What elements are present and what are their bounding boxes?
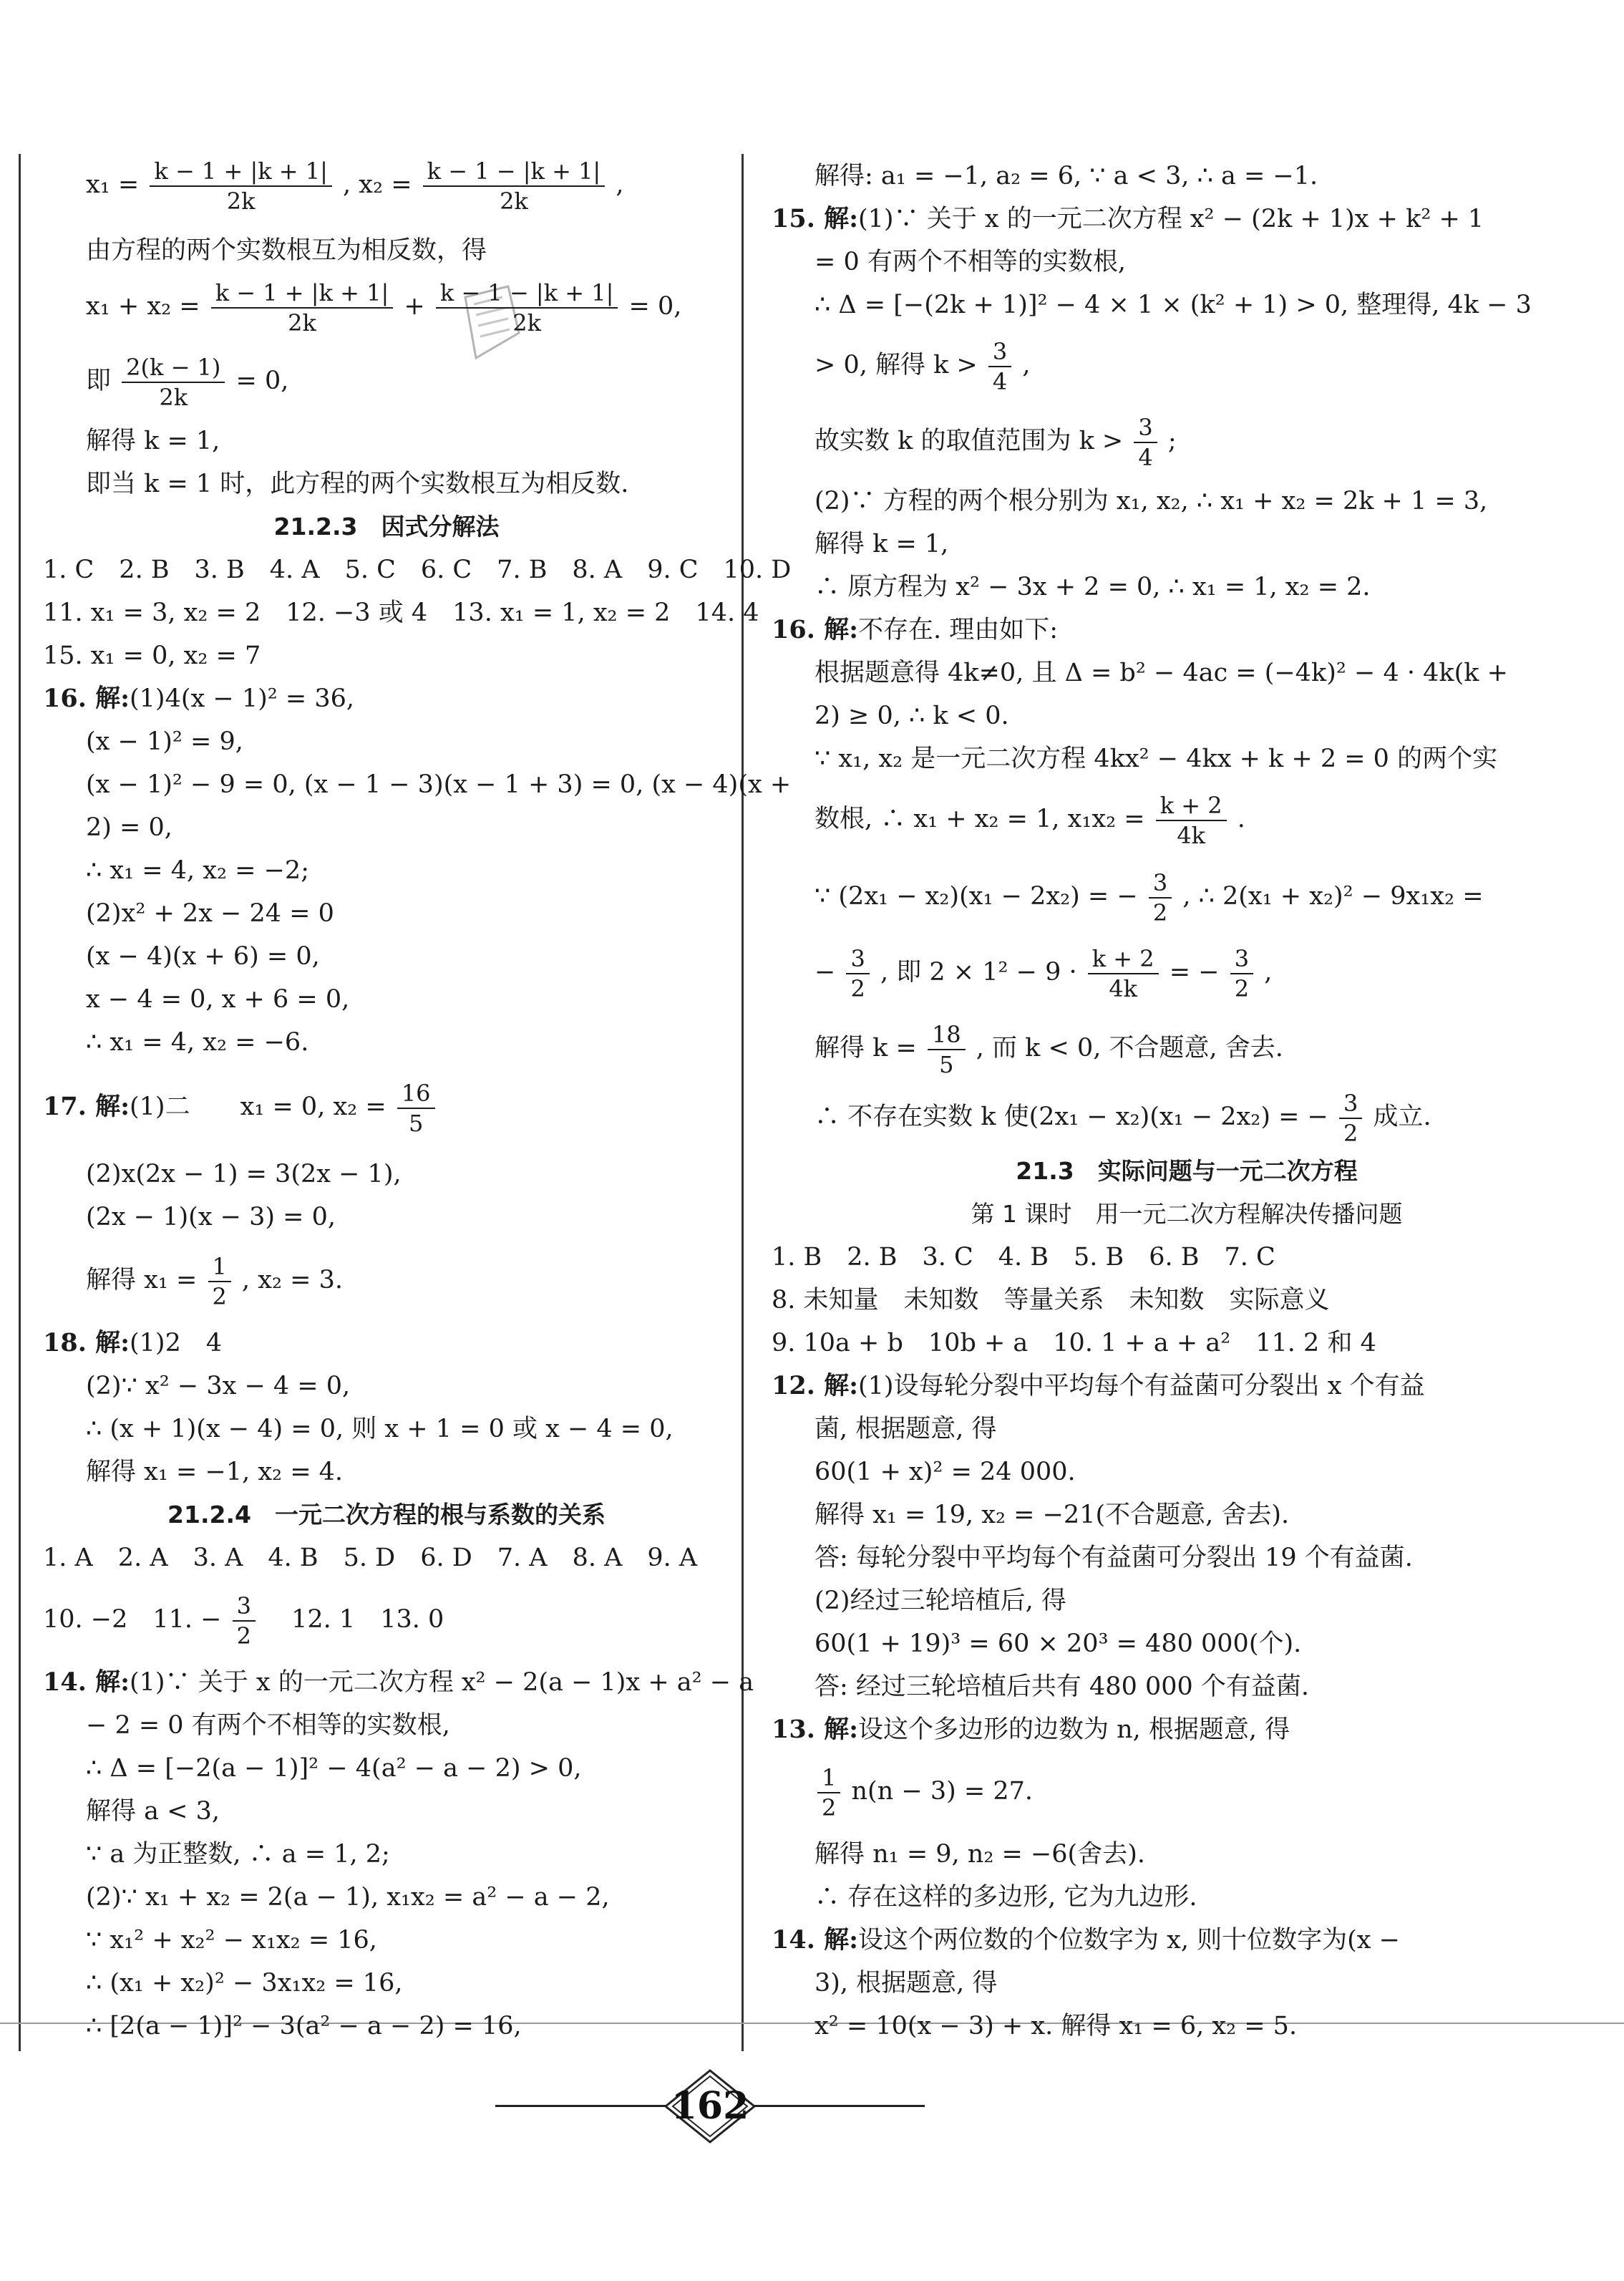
line: 2) ≥ 0, ∴ k < 0. [815,702,1009,730]
line: ∴ (x₁ + x₂)² − 3x₁x₂ = 16, [86,1969,403,1997]
line: x₁ + x₂ = $\frac{k - 1 + |k + 1|}{2k}$ + $\frac{k - 1 - |k + 1|}{2k}$ = 0, [86,279,682,336]
line: 数根, ∴ x₁ + x₂ = 1, x₁x₂ = $\frac{k + 2}{4k}$ . [815,791,1245,849]
page-number: 162 [671,2084,749,2128]
line: (x − 1)² = 9, [86,727,243,756]
line: 根据题意得 4k≠0, 且 Δ = b² − 4ac = (−4k)² − 4 · 4k(k + [815,659,1508,687]
line: 解得 k = 1, [86,427,220,455]
line: 答: 每轮分裂中平均每个有益菌可分裂出 19 个有益菌. [815,1544,1413,1572]
line: > 0, 解得 k > $\frac{3}{4}$ , [815,337,1031,395]
line: 即当 k = 1 时，此方程的两个实数根互为相反数. [86,470,629,498]
line: (2)∵ x₁ + x₂ = 2(a − 1), x₁x₂ = a² − a − 2, [86,1883,610,1912]
line: 60(1 + x)² = 24 000. [815,1458,1076,1486]
page-number-ornament [495,2068,925,2146]
line: 解得 a < 3, [86,1797,220,1826]
line: ∴ Δ = [−(2k + 1)]² − 4 × 1 × (k² + 1) > 0, 整理得, 4k − 3 [815,291,1532,319]
answer-line: 10. −2 11. − $\frac{3}{2}$ 12. 1 13. 0 [43,1592,444,1650]
line: 解得 n₁ = 9, n₂ = −6(舍去). [815,1840,1145,1869]
line: (2)经过三轮培植后, 得 [815,1587,1066,1615]
line: − $\frac{3}{2}$ , 即 2 × 1² − 9 · $\frac{k + 2}{4k}$ = − $\frac{3}{2}$ , [815,944,1273,1002]
line: 解得: a₁ = −1, a₂ = 6, ∵ a < 3, ∴ a = −1. [815,162,1318,190]
line: ∴ 不存在实数 k 使(2x₁ − x₂)(x₁ − 2x₂) = − $\frac{3}{2}$ 成立. [815,1089,1431,1147]
left-margin-rule [19,154,21,2051]
line: x − 4 = 0, x + 6 = 0, [86,985,350,1014]
line: x² = 10(x − 3) + x. 解得 x₁ = 6, x₂ = 5. [815,2012,1298,2040]
line: ∴ (x + 1)(x − 4) = 0, 则 x + 1 = 0 或 x − 4 = 0, [86,1415,674,1443]
line: 60(1 + 19)³ = 60 × 20³ = 480 000(个). [815,1629,1302,1658]
line: − 2 = 0 有两个不相等的实数根, [86,1711,450,1740]
line: 17. 解:(1)二 x₁ = 0, x₂ = $\frac{16}{5}$ [43,1078,438,1135]
line: 解得 x₁ = $\frac{1}{2}$ , x₂ = 3. [86,1252,343,1310]
line: (x − 1)² − 9 = 0, (x − 1 − 3)(x − 1 + 3) = 0, (x − 4)(x + [86,770,792,799]
line: = 0 有两个不相等的实数根, [815,248,1126,276]
line: $\frac{1}{2}$ n(n − 3) = 27. [815,1763,1033,1820]
column-divider [742,154,744,2051]
line: ∴ 存在这样的多边形, 它为九边形. [815,1883,1197,1912]
line: (2x − 1)(x − 3) = 0, [86,1203,336,1231]
line: 解得 k = 1, [815,530,949,558]
ornament-line-left [495,2105,667,2107]
line: 3), 根据题意, 得 [815,1969,998,1997]
answer-line: 1. A 2. A 3. A 4. B 5. D 6. D 7. A 8. A 9. A [43,1544,698,1572]
line: 故实数 k 的取值范围为 k > $\frac{3}{4}$ ; [815,413,1177,471]
line: 12. 解:(1)设每轮分裂中平均每个有益菌可分裂出 x 个有益 [772,1371,1425,1400]
answer-line: 8. 未知量 未知数 等量关系 未知数 实际意义 [772,1286,1330,1314]
line: 即 $\frac{2(k - 1)}{2k}$ = 0, [86,353,289,411]
answer-line: 9. 10a + b 10b + a 10. 1 + a + a² 11. 2 和 4 [772,1329,1376,1357]
line: 由方程的两个实数根互为相反数，得 [86,236,487,265]
line: ∴ Δ = [−2(a − 1)]² − 4(a² − a − 2) > 0, [86,1754,582,1783]
line: 16. 解:(1)4(x − 1)² = 36, [43,684,355,713]
line: ∴ x₁ = 4, x₂ = −6. [86,1028,309,1057]
section-heading: 21.2.4 一元二次方程的根与系数的关系 [167,1501,606,1529]
line: ∵ a 为正整数, ∴ a = 1, 2; [86,1840,390,1869]
section-subheading: 第 1 课时 用一元二次方程解决传播问题 [971,1200,1403,1228]
answer-line: 15. x₁ = 0, x₂ = 7 [43,641,261,670]
line: 解得 x₁ = −1, x₂ = 4. [86,1458,344,1486]
line: 15. 解:(1)∵ 关于 x 的一元二次方程 x² − (2k + 1)x + k² + 1 [772,204,1484,233]
line: (2)∵ x² − 3x − 4 = 0, [86,1372,351,1400]
line: ∵ x₁, x₂ 是一元二次方程 4kx² − 4kx + k + 2 = 0 的两个实 [815,745,1498,773]
line: 解得 k = $\frac{18}{5}$ , 而 k < 0, 不合题意, 舍去. [815,1020,1283,1078]
line: ∵ (2x₁ − x₂)(x₁ − 2x₂) = − $\frac{3}{2}$ , ∴ 2(x₁ + x₂)² − 9x₁x₂ = [815,868,1484,926]
section-heading: 21.2.3 因式分解法 [273,513,500,541]
line: 13. 解:设这个多边形的边数为 n, 根据题意, 得 [772,1715,1290,1744]
line: ∵ x₁² + x₂² − x₁x₂ = 16, [86,1926,377,1955]
section-heading: 21.3 实际问题与一元二次方程 [1016,1157,1358,1185]
line: 14. 解:(1)∵ 关于 x 的一元二次方程 x² − 2(a − 1)x + a² − a [43,1667,754,1697]
line: (x − 4)(x + 6) = 0, [86,942,320,971]
line: (2)∵ 方程的两个根分别为 x₁, x₂, ∴ x₁ + x₂ = 2k + 1 = 3, [815,487,1488,515]
line: (2)x² + 2x − 24 = 0 [86,899,334,928]
line: 解得 x₁ = 19, x₂ = −21(不合题意, 舍去). [815,1501,1290,1529]
line: ∴ [2(a − 1)]² − 3(a² − a − 2) = 16, [86,2012,522,2040]
answer-line: 1. B 2. B 3. C 4. B 5. B 6. B 7. C [772,1243,1275,1272]
ornament-line-right [753,2105,925,2107]
line: 14. 解:设这个两位数的个位数字为 x, 则十位数字为(x − [772,1925,1400,1955]
answer-line: 1. C 2. B 3. B 4. A 5. C 6. C 7. B 8. A 9. C 10. D [43,556,792,584]
answer-line: 11. x₁ = 3, x₂ = 2 12. −3 或 4 13. x₁ = 1, x₂ = 2 14. 4 [43,599,759,627]
line: (2)x(2x − 1) = 3(2x − 1), [86,1160,402,1188]
line: ∴ 原方程为 x² − 3x + 2 = 0, ∴ x₁ = 1, x₂ = 2. [815,573,1371,601]
line: 菌, 根据题意, 得 [815,1415,997,1443]
line: 2) = 0, [86,813,172,842]
line: 16. 解:不存在. 理由如下: [772,615,1059,644]
line: 18. 解:(1)2 4 [43,1328,223,1357]
line: 答: 经过三轮培植后共有 480 000 个有益菌. [815,1672,1310,1701]
line: x₁ = $\frac{k - 1 + |k + 1|}{2k}$ , x₂ = $\frac{k - 1 - |k + 1|}{2k}$ , [86,157,624,215]
line: ∴ x₁ = 4, x₂ = −2; [86,856,309,885]
